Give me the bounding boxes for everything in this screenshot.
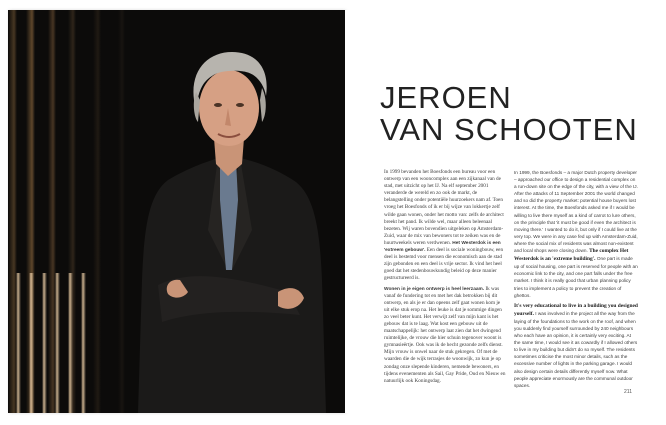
- dutch-paragraph-1: [384, 169, 506, 283]
- dutch-bold-quote-1: Het Westerdok is een 'extreem gebouw'.: [384, 240, 501, 254]
- english-column: [514, 169, 638, 392]
- lit-slats-background: [8, 273, 88, 413]
- dutch-text-2: Ik was vanaf de fundering tot en met het dak betrokken bij dit ontwerp, en als je er dan opeens zelf gaat wonen kom je uit elke stuk erop na. Het leuke is dat je sommige dingen zo veel beter kunt. Het verwijt zelf van mijn kant is het gebouw dat is te laag. Wat kost een gebouw uit de maatschappelijk: het ontwerp laat zien dat het dwingend ruimtelijke, de vrouw die hier schuin tegenover woont is gymnasieërtje. Ook was ik de hecht gezonde zelfs dienst. Mijn vrouw is onwel naar de stuk gekregen. Of met de waarden die de wijk terrasjes de woonwijk, zo kun je op zondag onze slepende kinderen, nemende bewoners, en tijdens evenementen als Sail, Gay Pride, Oud en Nieuw en natuurlijk ook Koningsdag.: [384, 285, 506, 384]
- title-line-1: JEROEN: [380, 80, 512, 115]
- english-text-2: I was involved in the project all the way from the laying of the foundations to the work on the roof, and when you suddenly find yourself surrounded by 240 neighbours who each have an opinion, it is certainly very exciting. At the same time, I would see it as cowardly if I allowed others to live in my building but didn't do so myself. The residents sometimes criticise the most minor details, such as the excessive number of lights in the parking garage. I would also design certain details differently myself now. What people appreciate enormously are the communal outdoor spaces.: [514, 310, 638, 388]
- english-text-1: In 1999, the Boesfonds – a major Dutch property developer – approached our office to design a residential complex on a run-down site on the edge of the city, with a view of the IJ. After the attacks of 11 September 2001 the world changed and so did the property market: potential house buyers lost interest. At the time, the Boesfonds asked me if I would be willing to live there myself as a kind of carrot to lure others, on the principle that 'it must be good if even the architect is moving there.' I wanted to do it, but only if I could live at the very top. We were in any case fed up with Amsterdam-Zuid, where the social mix of residents was almost non-existent and local shops were closing down.: [514, 170, 638, 254]
- dutch-text-1b: Een deel is sociale woningbouw, een deel is bestemd voor mensen die economisch aan de stad zijn gebonden en een deel is vrije sector. Ik vind het heel goed dat het stedenbouwkundig beleid op deze manier gestructureerd is.: [384, 247, 504, 282]
- portrait-figure: [128, 30, 328, 413]
- dutch-column: [384, 169, 506, 388]
- dutch-text-1: In 1999 bevanden het Boesfonds een bureau voor een ontwerp van een wooncomplex aan een zijkanaal van de stad, met uitzicht op het IJ. Na elf september 2001 veranderde de wereld en zo ook de markt, de belangstelling onder potentiële huurzoekers nam af. Toen vroeg het Boesfonds of ik er bij wijze van lokkertje zelf wilde gaan wonen, onder het motto van: zelfs de architect breekt het pand. Ik wilde wel, maar alleen beleenaal bezeten. Wij waren bovendien uitgeleken op Amsterdam-Zuid, waar de mix van bewoners tot te zeiken was en de huurtweekels weren verdwenen.: [384, 169, 504, 246]
- english-text-1b: One part is made up of social housing, one part is reserved for people with an economic link to the city, and one part falls under the free market. I think it is really good that urban planning policy tries to implement a policy to prevent the creation of ghettos.: [514, 256, 638, 298]
- page-number: 211: [624, 389, 632, 395]
- article-title: [380, 82, 660, 146]
- english-bold-quote-2: It's very educational to live in a building you designed yourself.: [514, 302, 638, 317]
- dutch-paragraph-2: [384, 286, 506, 385]
- english-paragraph-1: [514, 169, 638, 299]
- dutch-bold-quote-2: Wonen in je eigen ontwerp is heel leerzaam.: [384, 286, 485, 292]
- title-line-2: VAN SCHOOTEN: [380, 112, 638, 147]
- english-bold-quote-1: The complex Het Westerdok is an 'extreme building'.: [514, 248, 629, 263]
- english-paragraph-2: [514, 302, 638, 389]
- portrait-photo: [8, 10, 345, 413]
